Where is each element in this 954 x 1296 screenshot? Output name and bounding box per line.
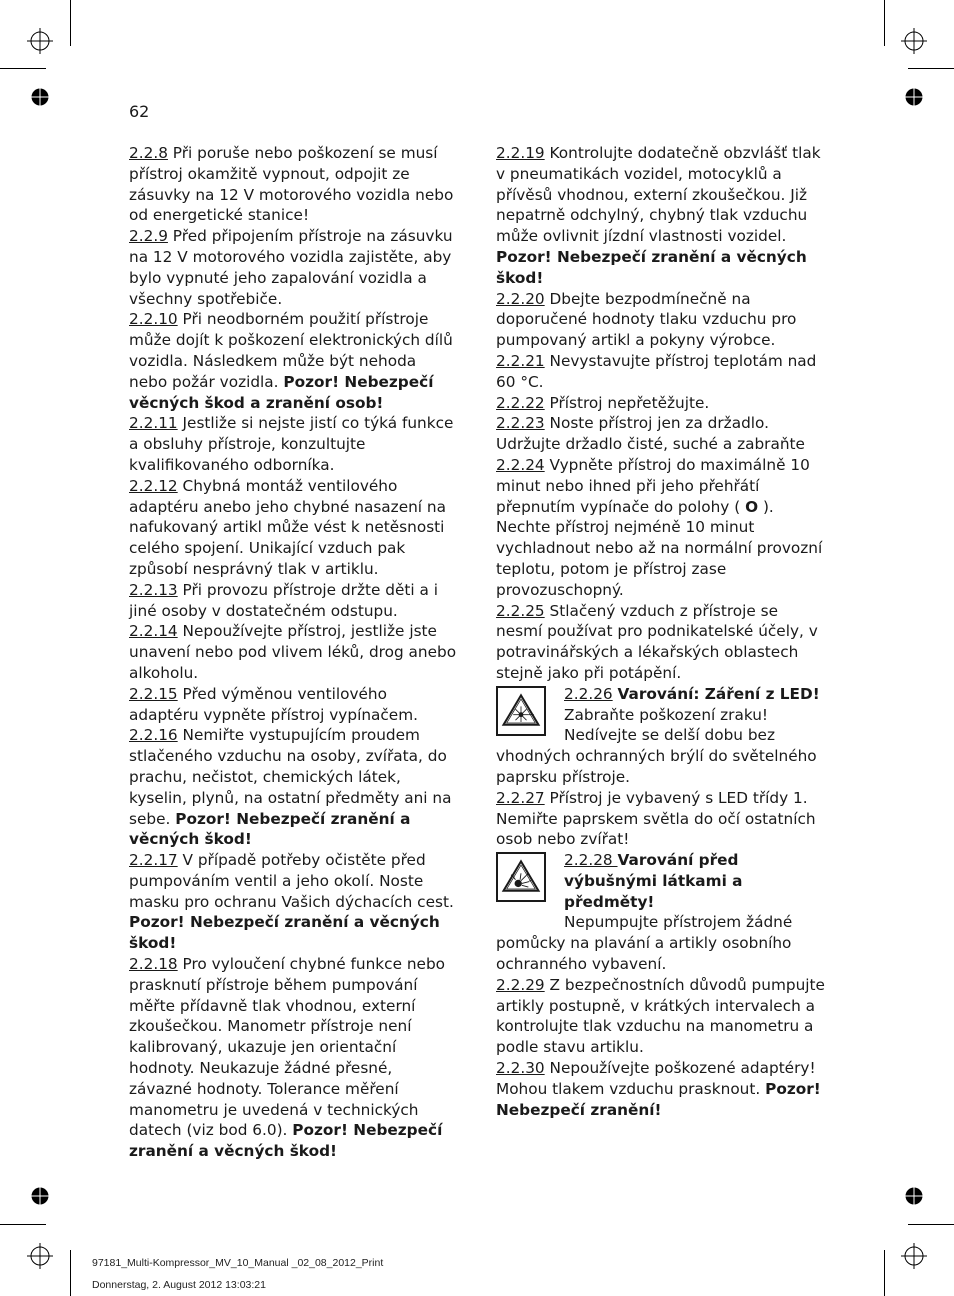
item-number: 2.2.15 xyxy=(129,684,178,703)
item-number: 2.2.29 xyxy=(496,975,545,994)
item-warning: Pozor! Nebezpečí zranění a věcných škod! xyxy=(129,1121,443,1161)
crop-mark-line xyxy=(908,68,954,69)
warning-title: Varování před výbušnými látkami a předměty! xyxy=(564,851,743,911)
led-warning-block xyxy=(496,684,826,788)
safety-item xyxy=(496,1058,826,1120)
item-number: 2.2.22 xyxy=(496,393,545,412)
safety-item xyxy=(129,413,459,475)
safety-item xyxy=(496,975,826,1058)
safety-item xyxy=(496,289,826,351)
safety-item xyxy=(496,413,826,455)
item-number: 2.2.21 xyxy=(496,351,545,370)
safety-item xyxy=(129,580,459,622)
safety-item xyxy=(496,788,826,850)
item-number: 2.2.20 xyxy=(496,289,545,308)
item-warning: Pozor! Nebezpečí zranění! xyxy=(496,1079,821,1119)
item-number: 2.2.27 xyxy=(496,788,545,807)
safety-item xyxy=(129,226,459,309)
safety-item xyxy=(129,143,459,226)
item-text: Pro vyloučení chybné funkce nebo prasknutí přístroje během pumpování měřte přídavně tlak vhodnou, externí zkoušečkou. Manometr přístroje není kalibrovaný, ukazuje jen orientační hodnoty. Neukazuje žádné přesné, závazné hodnoty. Tolerance měření manometru je uvedená v technických datech (viz bod 6.0). xyxy=(129,955,446,1140)
item-warning: Pozor! Nebezpečí zranění a věcných škod! xyxy=(129,809,411,849)
print-slug-filename: 97181_Multi-Kompressor_MV_10_Manual _02_08_2012_Print xyxy=(92,1257,384,1269)
safety-item xyxy=(129,850,459,954)
item-text: Přístroj je vybavený s LED třídy 1. Nemiřte paprskem světla do očí ostatních osob nebo zvířat! xyxy=(496,788,816,849)
explosive-hazard-warning-icon xyxy=(496,852,546,902)
crop-mark-line xyxy=(70,1250,71,1296)
registration-dot-icon xyxy=(30,87,50,107)
item-text: Jestliže si nejste jistí co týká funkce a obsluhy přístroje, konzultujte kvalifikovaného odborníka. xyxy=(129,414,454,474)
safety-item xyxy=(129,309,459,413)
registration-mark-icon xyxy=(27,28,53,54)
safety-item xyxy=(496,601,826,684)
crop-mark-line xyxy=(884,0,885,46)
warning-line: Zabraňte poškození zraku! xyxy=(564,705,769,724)
switch-position-label: O xyxy=(745,497,759,516)
item-text: Kontrolujte dodatečně obzvlášť tlak v pneumatikách vozidel, motocyklů a přívěsů vhodnou, externí zkoušečkou. Již nepatrně odchylný, chybný tlak vzduchu může ovlivnit jízdní vlastnosti vozidel. xyxy=(496,144,821,246)
item-number: 2.2.28 xyxy=(564,851,618,870)
registration-mark-icon xyxy=(901,1243,927,1269)
warning-title: Varování: Záření z LED! xyxy=(617,684,820,703)
item-text: Nepoužívejte poškozené adaptéry! Mohou tlakem vzduchu prasknout. xyxy=(496,1059,816,1098)
safety-item xyxy=(129,725,459,850)
item-text: Noste přístroj jen za držadlo. Udržujte držadlo čisté, suché a zabraňte xyxy=(496,414,805,454)
registration-dot-icon xyxy=(30,1186,50,1206)
item-number: 2.2.24 xyxy=(496,455,545,474)
warning-line: Nepumpujte přístrojem žádné xyxy=(564,913,793,932)
crop-mark-line xyxy=(70,0,71,46)
item-text: Nemiřte vystupujícím proudem stlačeného vzduchu na osoby, zvířata, do prachu, nečistot, chemických látek, kyselin, plynů, na ostatní předměty ani na sebe. xyxy=(129,726,452,828)
item-text: Stlačený vzduch z přístroje se nesmí používat pro podnikatelské účely, v potravinářských a lékařských oblastech stejně jako při potápění. xyxy=(496,601,818,682)
item-number: 2.2.11 xyxy=(129,414,178,433)
item-warning: Pozor! Nebezpečí zranění a věcných škod! xyxy=(496,247,807,287)
item-number: 2.2.18 xyxy=(129,955,178,974)
warning-line: Nedívejte se delší dobu bez xyxy=(564,726,775,745)
crop-mark-line xyxy=(884,1250,885,1296)
right-column xyxy=(496,143,826,1120)
explosive-warning-block xyxy=(496,850,826,975)
registration-mark-icon xyxy=(901,28,927,54)
item-text: Chybná montáž ventilového adaptéru anebo jeho chybné nasazení na nafukovaný artikl může vést k netěsnosti celého spojení. Unikající vzduch pak způsobí nesprávný tlak v artiklu. xyxy=(129,476,446,578)
safety-item xyxy=(496,143,826,289)
item-number: 2.2.8 xyxy=(129,144,168,162)
item-number: 2.2.19 xyxy=(496,144,545,162)
safety-item xyxy=(129,476,459,580)
item-text: Před připojením přístroje na zásuvku na 12 V motorového vozidla zajistěte, aby bylo vypnuté jeho zapalování vozidla a všechny spotřebiče. xyxy=(129,227,453,308)
registration-dot-icon xyxy=(904,1186,924,1206)
registration-dot-icon xyxy=(904,87,924,107)
item-text: Při poruše nebo poškození se musí přístroj okamžitě vypnout, odpojit ze zásuvky na 12 V motorového vozidla nebo od energetické stanice! xyxy=(129,144,454,225)
item-text: ). Nechte přístroj nejméně 10 minut vychladnout nebo až na normální provozní teplotu, potom je přístroj zase provozuschopný. xyxy=(496,497,823,599)
item-number: 2.2.10 xyxy=(129,310,178,329)
item-text: Nevystavujte přístroj teplotám nad 60 °C. xyxy=(496,351,817,391)
item-text: Dbejte bezpodmínečně na doporučené hodnoty tlaku vzduchu pro pumpovaný artikl a pokyny výrobce. xyxy=(496,289,797,350)
safety-item xyxy=(496,455,826,601)
item-warning: Pozor! Nebezpečí věcných škod a zranění osob! xyxy=(129,372,434,412)
warning-continuation: vhodných ochranných brýlí do světelného paprsku přístroje. xyxy=(496,747,817,786)
safety-item xyxy=(129,954,459,1162)
item-number: 2.2.9 xyxy=(129,227,168,246)
item-number: 2.2.12 xyxy=(129,476,178,495)
item-text: Vypněte přístroj do maximálně 10 minut nebo ihned při jeho přehřátí přepnutím vypínače do polohy ( xyxy=(496,455,810,516)
crop-mark-line xyxy=(908,1224,954,1225)
item-number: 2.2.17 xyxy=(129,851,178,870)
item-text: Přístroj nepřetěžujte. xyxy=(544,393,710,412)
item-text: V případě potřeby očistěte před pumpováním ventil a jeho okolí. Noste masku pro ochranu Vašich dýchacích cest. xyxy=(129,851,454,911)
page-number: 62 xyxy=(129,102,150,121)
safety-item xyxy=(129,621,459,683)
laser-radiation-warning-icon xyxy=(496,686,546,736)
safety-item xyxy=(496,351,826,393)
item-number: 2.2.26 xyxy=(564,684,613,703)
item-text: Při neodborném použití přístroje může dojít k poškození elektronických dílů vozidla. Následkem může být nehoda nebo požár vozidla. xyxy=(129,310,453,391)
crop-mark-line xyxy=(0,1224,46,1225)
item-number: 2.2.16 xyxy=(129,726,178,745)
item-text: Před výměnou ventilového adaptéru vypněte přístroj vypínačem. xyxy=(129,684,418,724)
item-number: 2.2.14 xyxy=(129,622,178,641)
item-number: 2.2.25 xyxy=(496,601,545,620)
item-text: Z bezpečnostních důvodů pumpujte artikly postupně, v krátkých intervalech a kontrolujte tlak vzduchu na manometru a podle stavu artiklu. xyxy=(496,975,825,1057)
item-text: Nepoužívejte přístroj, jestliže jste unavení nebo pod vlivem léků, drog anebo alkoholu. xyxy=(129,622,457,682)
crop-mark-line xyxy=(0,68,46,69)
warning-continuation: pomůcky na plavání a artikly osobního ochranného vybavení. xyxy=(496,934,792,974)
safety-item xyxy=(129,684,459,726)
left-column xyxy=(129,143,459,1162)
registration-mark-icon xyxy=(27,1243,53,1269)
print-slug-date: Donnerstag, 2. August 2012 13:03:21 xyxy=(92,1279,266,1291)
item-number: 2.2.13 xyxy=(129,580,178,599)
item-text: Při provozu přístroje držte děti a i jiné osoby v dostatečném odstupu. xyxy=(129,580,438,620)
safety-item xyxy=(496,393,826,414)
item-number: 2.2.30 xyxy=(496,1059,545,1078)
item-number: 2.2.23 xyxy=(496,414,545,433)
item-warning: Pozor! Nebezpečí zranění a věcných škod! xyxy=(129,913,440,953)
